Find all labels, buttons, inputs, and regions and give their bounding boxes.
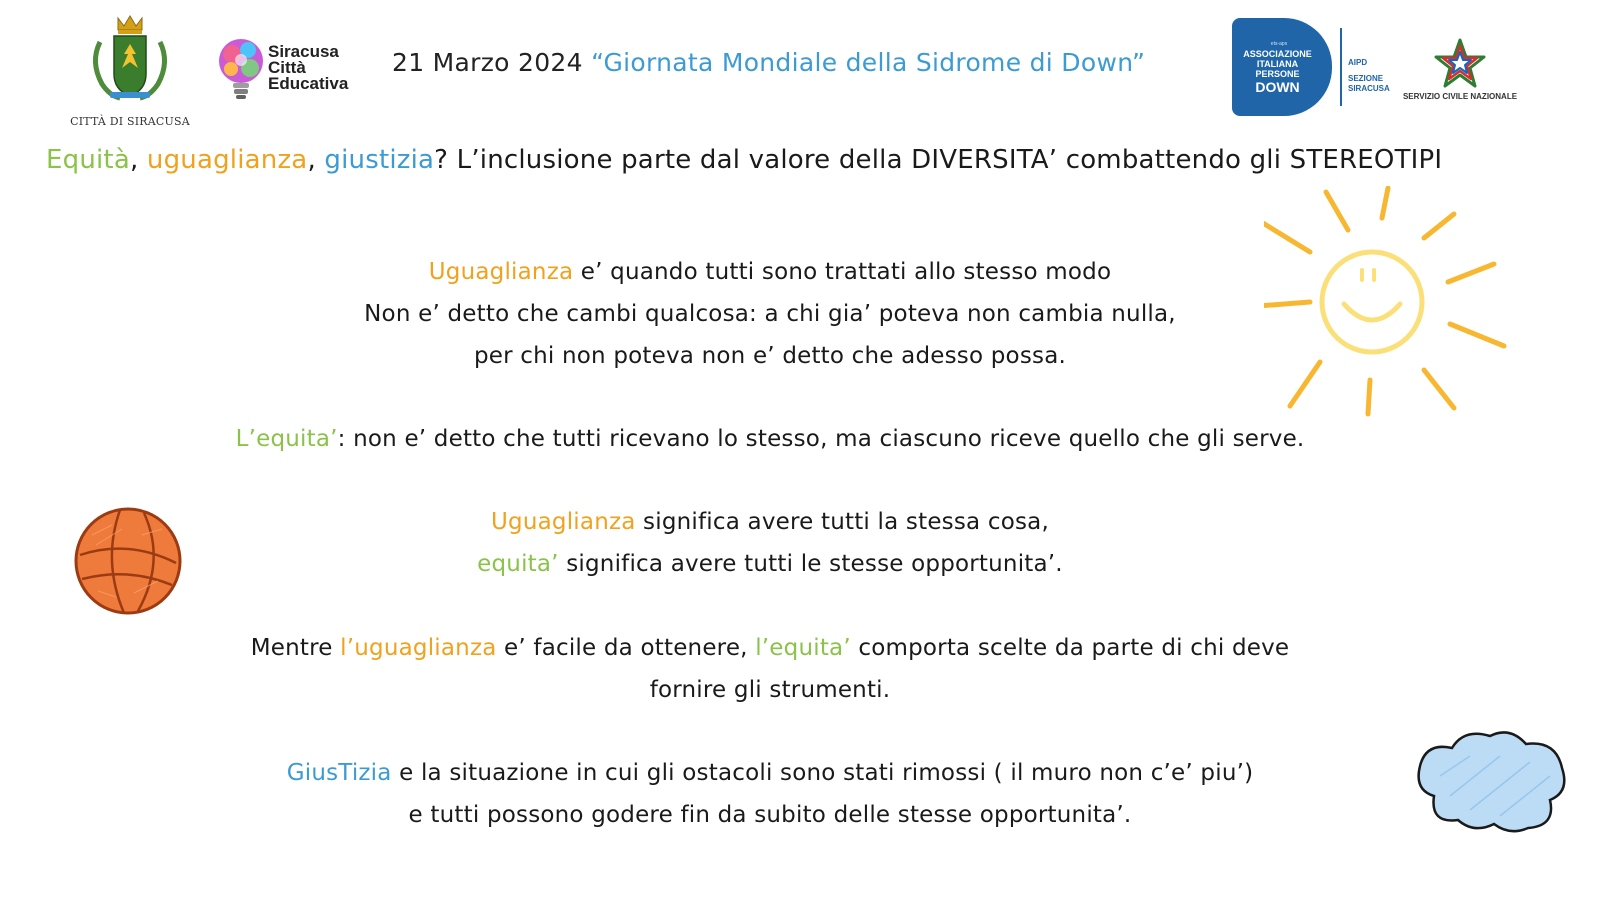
aipd-divider [1340,28,1342,106]
lightbulb-icon [216,36,266,104]
scn-label: SERVIZIO CIVILE NAZIONALE [1402,92,1518,101]
aipd-line-3: PERSONE [1255,69,1300,79]
event-title [392,48,1145,77]
event-name: “Giornata Mondiale della Sidrome di Down” [591,48,1146,77]
aipd-side-text [1348,58,1390,94]
aipd-small-text: ets-aps [1270,41,1288,47]
p5-line-1-rest: e la situazione in cui gli ostacoli sono stati rimossi ( il muro non c’e’ piu’) [391,760,1254,786]
p5-line-1 [150,752,1390,794]
p4-line-2: fornire gli strumenti. [649,677,891,703]
sce-line-2: Città [268,58,306,77]
p4-line-1 [150,627,1390,669]
aipd-line-4: DOWN [1255,79,1300,95]
headline-sep-1: , [129,145,147,175]
p3-line-2 [150,543,1390,585]
headline-giustizia: giustizia [324,145,435,175]
sce-line-1: Siracusa [268,42,339,61]
p3-line-1-rest: significa avere tutti la stessa cosa, [635,509,1049,535]
aipd-logo [1232,18,1392,118]
p3-line-1 [150,501,1390,543]
headline-uguaglianza: uguaglianza [146,145,308,175]
sce-logo-text [268,44,348,92]
p2-line-1 [150,418,1390,460]
headline [46,145,1556,175]
city-crest-logo [70,12,190,130]
aipd-side-1: AIPD [1348,58,1368,67]
aipd-line-1: ASSOCIAZIONE [1243,49,1312,59]
p1-line-3: per chi non poteva non e’ detto che adesso possa. [473,343,1067,369]
p3-word-2: equita’ [477,551,559,577]
sun-icon [1264,186,1554,422]
basketball-icon [72,505,184,617]
paragraph-comparison [150,501,1390,585]
p4-pre: Mentre [250,635,341,661]
p4-mid: e’ facile da ottenere, [496,635,756,661]
p5-line-2: e tutti possono godere fin da subito delle stesse opportunita’. [408,802,1132,828]
headline-equita: Equità [46,145,130,175]
paragraph-giustizia [150,752,1390,836]
aipd-main-text [1240,49,1315,95]
star-icon [1432,36,1488,92]
headline-rest: ? L’inclusione parte dal valore della DIVERSITA’ combattendo gli STEREOTIPI [434,145,1443,175]
p3-word-1: Uguaglianza [491,509,636,535]
header [0,0,1600,130]
event-date: 21 Marzo 2024 [392,48,583,77]
aipd-side-3: SIRACUSA [1348,84,1390,93]
p3-line-2-rest: significa avere tutti le stesse opportunita’. [558,551,1063,577]
p2-rest: : non e’ detto che tutti ricevano lo stesso, ma ciascuno riceve quello che gli serve. [337,426,1305,452]
p4-word-2: l’equita’ [755,635,851,661]
p4-post: comporta scelte da parte di chi deve [850,635,1290,661]
paragraph-uguaglianza [150,251,1390,377]
p4-word-1: l’uguaglianza [340,635,497,661]
siracusa-citta-educativa-logo [216,36,366,106]
paragraph-equita [150,418,1390,460]
p1-line-1-rest: e’ quando tutti sono trattati allo stesso modo [573,259,1112,285]
headline-sep-2: , [307,145,325,175]
crest-label: CITTÀ DI SIRACUSA [70,115,190,128]
paragraph-mentre [150,627,1390,711]
p1-line-1 [150,251,1390,293]
city-crest-icon [80,12,180,112]
aipd-logo-icon [1232,18,1332,116]
p1-word: Uguaglianza [428,259,574,285]
p5-word: GiusTizia [286,760,392,786]
aipd-side-2: SEZIONE [1348,74,1384,83]
sce-line-3: Educativa [268,74,349,93]
p2-word: L’equita’ [235,426,338,452]
p1-line-2: Non e’ detto che cambi qualcosa: a chi gia’ poteva non cambia nulla, [364,301,1176,327]
servizio-civile-logo [1400,36,1520,106]
cloud-icon [1410,726,1570,836]
aipd-line-2: ITALIANA [1256,59,1299,69]
